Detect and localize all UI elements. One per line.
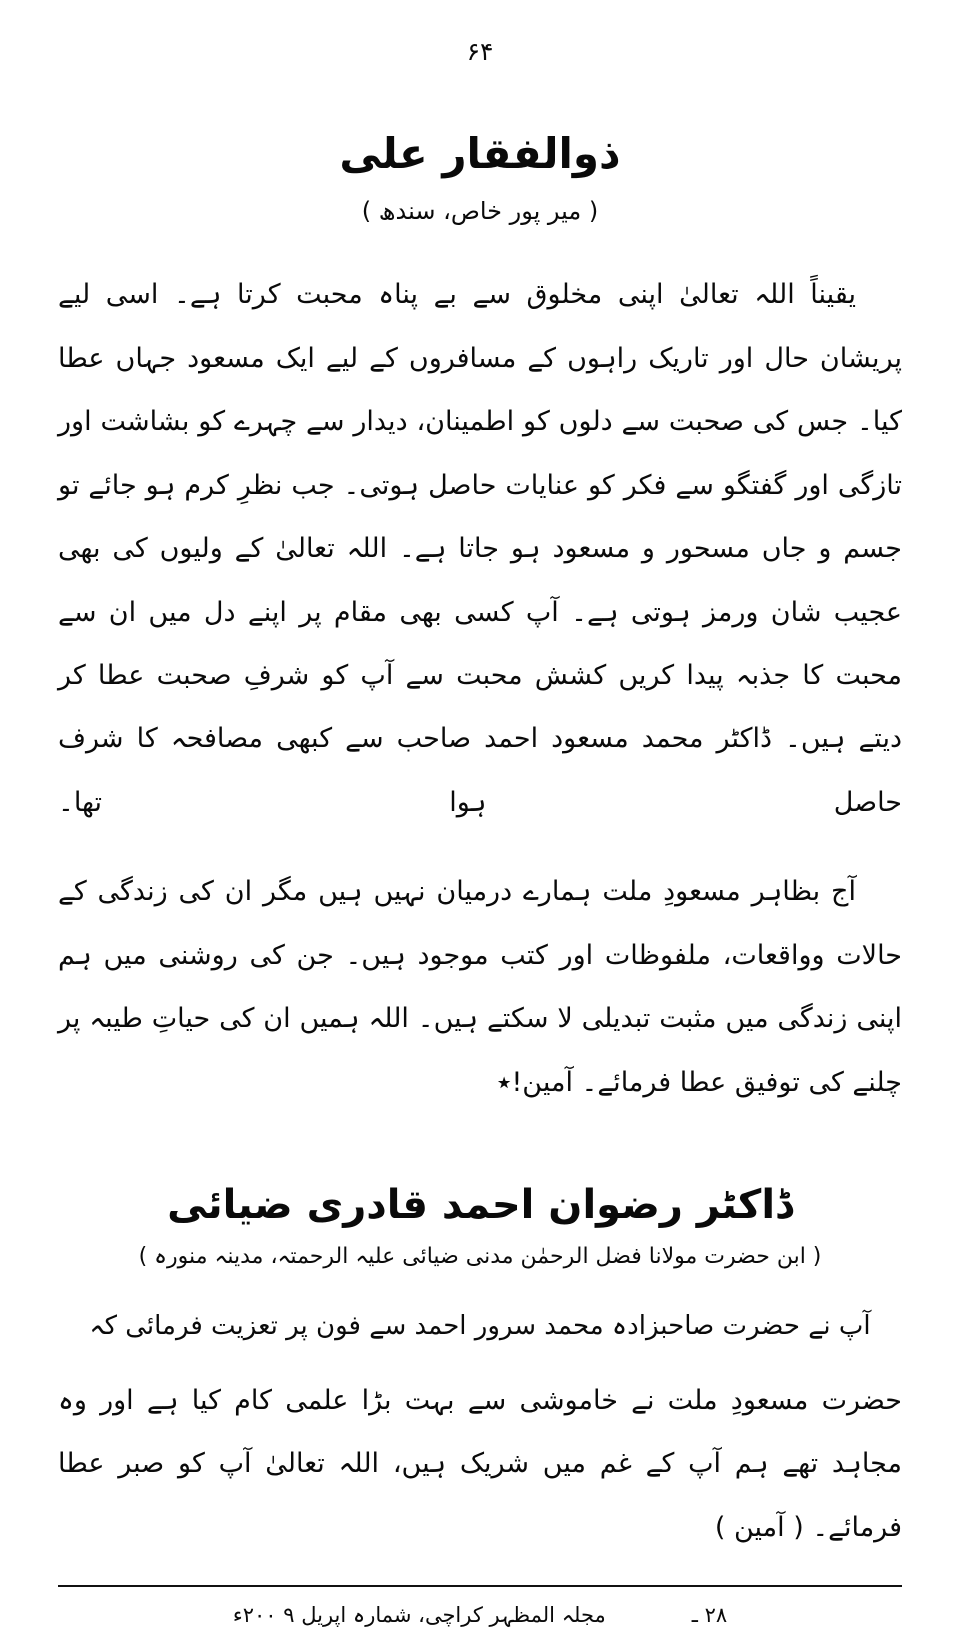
- footer-citation: مجلہ المظہر کراچی، شمارہ اپریل ۹ ۲۰۰ء: [232, 1603, 606, 1628]
- section-subtitle: ( ابن حضرت مولانا فضل الرحمٰن مدنی ضیائی علیہ الرحمتہ، مدینہ منورہ ): [138, 1244, 822, 1269]
- footer-page-label: ۲۸ ـ: [691, 1603, 728, 1628]
- page-footer: [58, 1585, 902, 1630]
- page-number: ۶۴: [466, 37, 494, 66]
- section-line-1: آپ نے حضرت صاحبزادہ محمد سرور احمد سے فون پر تعزیت فرمائی کہ: [89, 1310, 871, 1341]
- footer-divider: [58, 1585, 902, 1587]
- article-subtitle: ( میر پور خاص، سندھ ): [361, 197, 599, 226]
- article-title: ذوالفقار علی: [339, 128, 621, 178]
- section-title: ڈاکٹر رضوان احمد قادری ضیائی: [167, 1182, 793, 1228]
- body-paragraph-2: آج بظاہر مسعودِ ملت ہمارے درمیان نہیں ہیں مگر ان کی زندگی کے حالات وواقعات، ملفوظات اور کتب موجود ہیں۔ جن کی روشنی میں ہم اپنی زندگی میں مثبت تبدیلی لا سکتے ہیں۔ اللہ ہمیں ان کی حیاتِ طیبہ پر چلنے کی توفیق عطا فرمائے۔ آمین!٭: [58, 876, 902, 1098]
- footer-content: [58, 1601, 902, 1630]
- section-line-2: حضرت مسعودِ ملت نے خاموشی سے بہت بڑا علمی کام کیا ہے اور وہ مجاہد تھے ہم آپ کے غم میں شریک ہیں، اللہ تعالیٰ آپ کو صبر عطا فرمائے۔ ( آمین ): [58, 1384, 902, 1543]
- body-paragraph-1: یقیناً اللہ تعالیٰ اپنی مخلوق سے بے پناہ محبت کرتا ہے۔ اسی لیے پریشان حال اور تاریک راہوں کے مسافروں کے لیے ایک مسعود جہاں عطا کیا۔ جس کی صحبت سے دلوں کو اطمینان، دیدار سے چہرے کو بشاشت اور تازگی اور گفتگو سے فکر کو عنایات حاصل ہوتی۔ جب نظرِ کرم ہو جائے تو جسم و جاں مسحور و مسعود ہو جاتا ہے۔ اللہ تعالیٰ کے ولیوں کی بھی عجیب شان ورمز ہوتی ہے۔ آپ کسی بھی مقام پر اپنے دل میں ان سے محبت کا جذبہ پیدا کریں کشش محبت سے آپ کو شرفِ صحبت عطا کر دیتے ہیں۔ ڈاکٹر محمد مسعود احمد صاحب سے کبھی مصافحہ کا شرف حاصل ہوا تھا۔: [58, 279, 902, 818]
